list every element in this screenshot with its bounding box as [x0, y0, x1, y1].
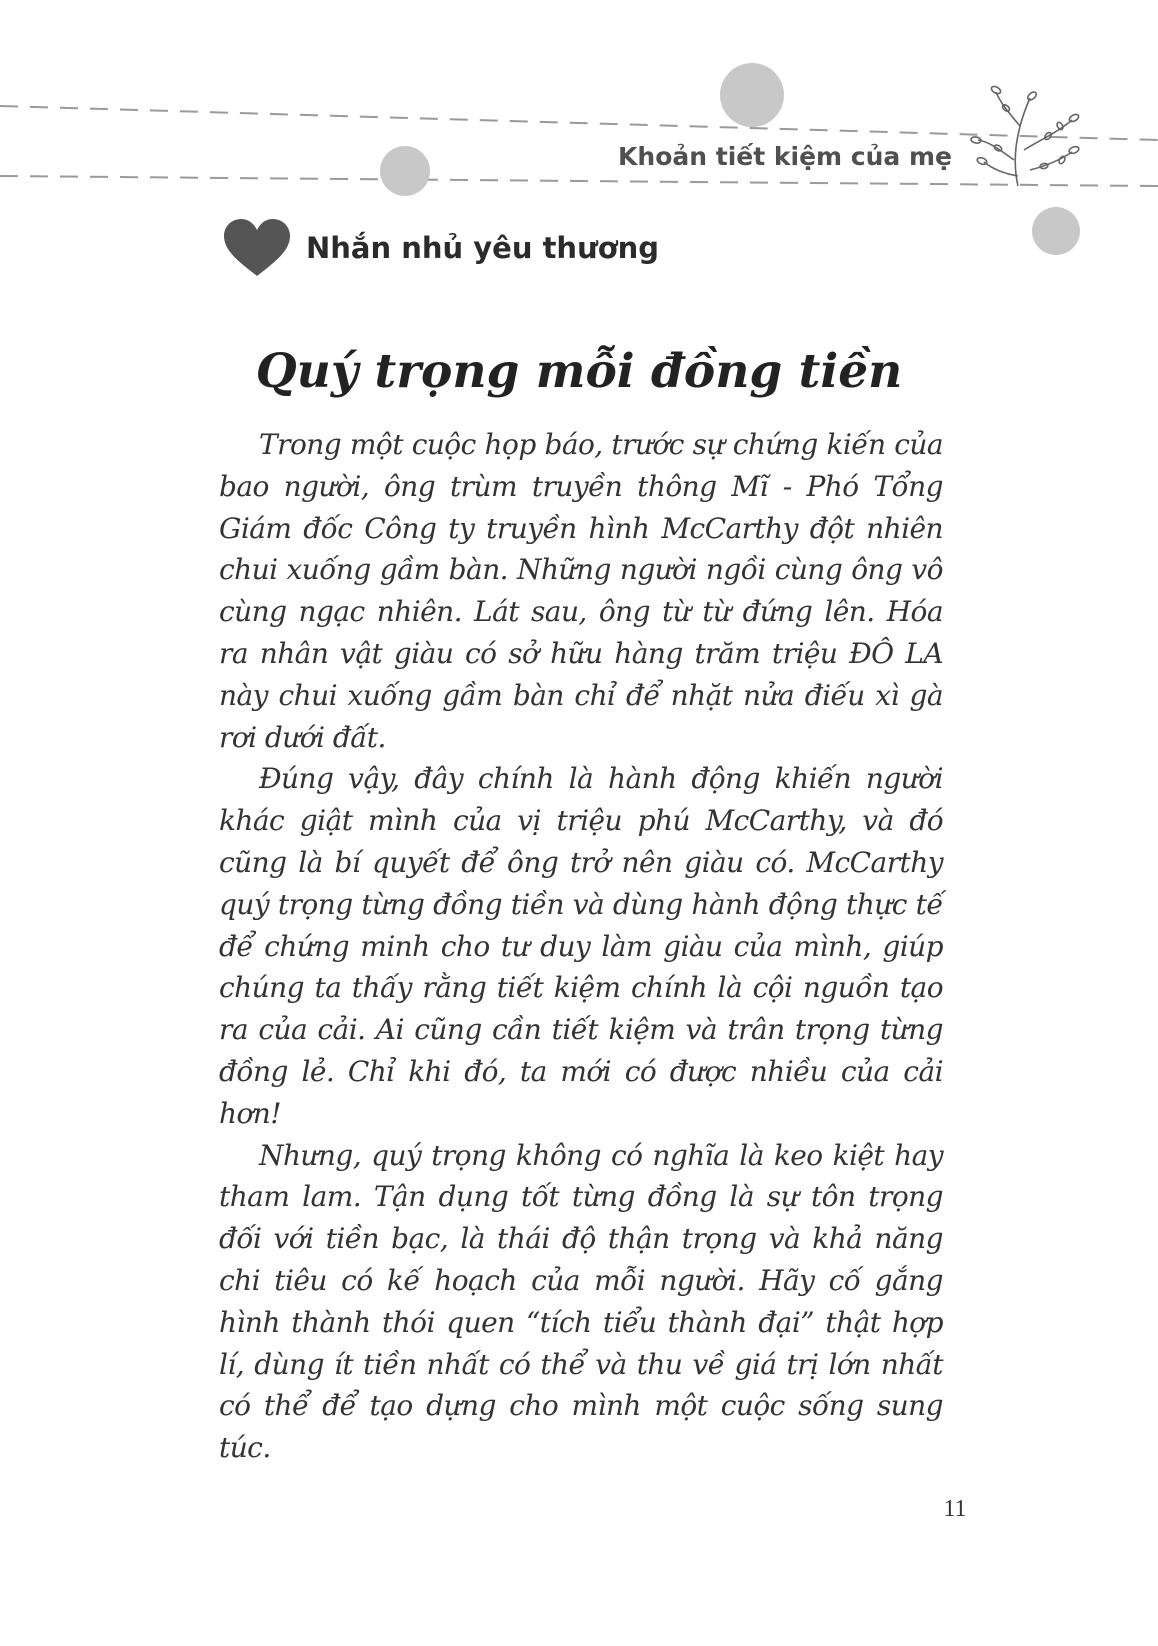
decor-dot-right: [1032, 207, 1080, 255]
heart-icon: [222, 218, 292, 278]
article-body: [219, 424, 943, 1469]
page-title: Quý trọng mỗi đồng tiền: [255, 344, 903, 399]
decor-dot-large: [720, 63, 784, 127]
running-header-title: Khoản tiết kiệm của mẹ: [560, 142, 958, 171]
paragraph-2: Đúng vậy, đây chính là hành động khiến người khác giật mình của vị triệu phú McCarthy, và đó cũng là bí quyết để ông trở nên giàu có. McCarthy quý trọng từng đồng tiền và dùng hành động thực tế để chứng minh cho tư duy làm giàu của mình, giúp chúng ta thấy rằng tiết kiệm chính là cội nguồn tạo ra của cải. Ai cũng cần tiết kiệm và trân trọng từng đồng lẻ. Chỉ khi đó, ta mới có được nhiều của cải hơn!: [219, 762, 943, 1130]
section-label-text: Nhắn nhủ yêu thương: [306, 231, 660, 265]
dashed-line-upper: [0, 106, 1158, 140]
page-number: 11: [943, 1496, 967, 1522]
paragraph-1: Trong một cuộc họp báo, trước sự chứng kiến của bao người, ông trùm truyền thông Mĩ - Phó Tổng Giám đốc Công ty truyền hình McCarthy đột nhiên chui xuống gầm bàn. Những người ngồi cùng ông vô cùng ngạc nhiên. Lát sau, ông từ từ đứng lên. Hóa ra nhân vật giàu có sở hữu hàng trăm triệu ĐÔ LA này chui xuống gầm bàn chỉ để nhặt nửa điếu xì gà rơi dưới đất.: [219, 428, 943, 754]
paragraph-3: Nhưng, quý trọng không có nghĩa là keo kiệt hay tham lam. Tận dụng tốt từng đồng là sự tôn trọng đối với tiền bạc, là thái độ thận trọng và khả năng chi tiêu có kế hoạch của mỗi người. Hãy cố gắng hình thành thói quen “tích tiểu thành đại” thật hợp lí, dùng ít tiền nhất có thể và thu về giá trị lớn nhất có thể để tạo dựng cho mình một cuộc sống sung túc.: [219, 1138, 943, 1465]
section-label: [222, 218, 659, 278]
decor-dot-middle: [380, 146, 430, 196]
dashed-line-lower: [0, 176, 1158, 186]
